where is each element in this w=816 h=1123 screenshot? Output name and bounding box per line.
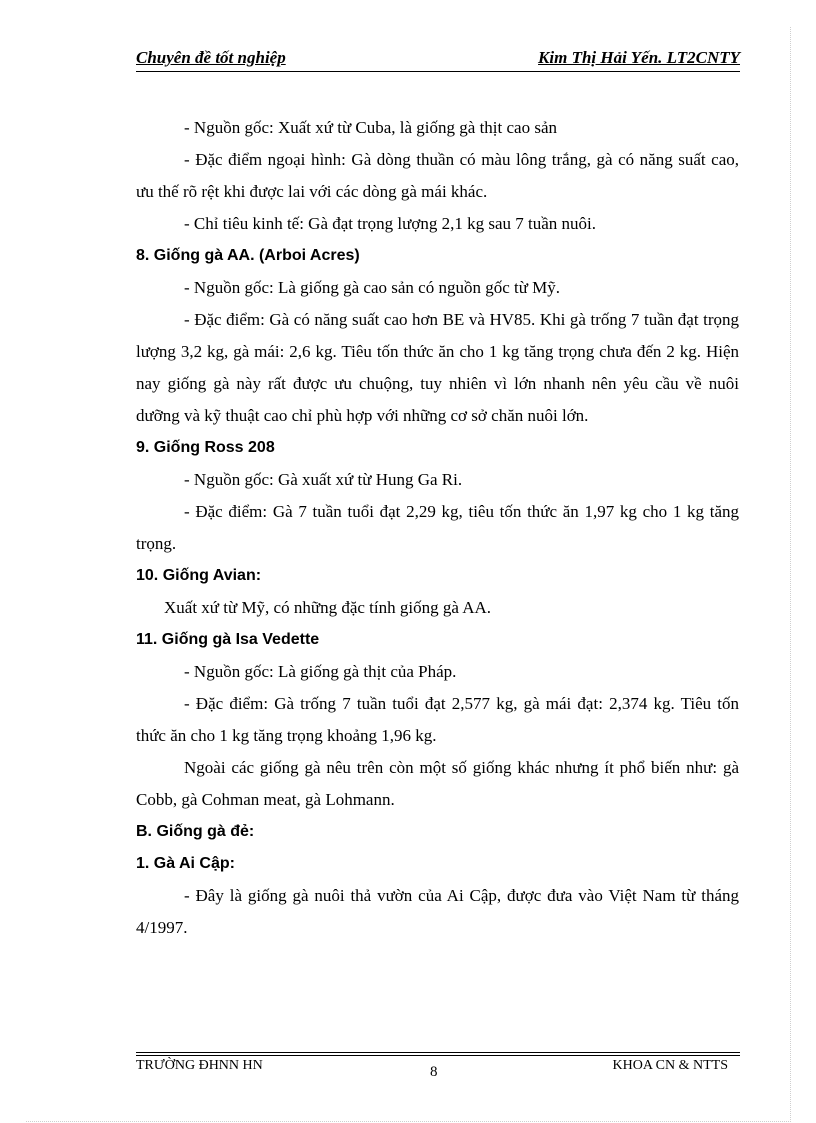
footer-rule-double [136, 1055, 740, 1056]
paragraph: - Đặc điểm ngoại hình: Gà dòng thuần có màu lông trắng, gà có năng suất cao, ưu thế rõ rệt khi được lai với các dòng gà mái khác. [136, 150, 739, 201]
paragraph: - Nguồn gốc: Gà xuất xứ từ Hung Ga Ri. [184, 470, 463, 489]
paragraph: - Đặc điểm: Gà có năng suất cao hơn BE và HV85. Khi gà trống 7 tuần đạt trọng lượng 3,2 kg, gà mái: 2,6 kg. Tiêu tốn thức ăn cho 1 kg tăng trọng chưa đến 2 kg. Hiện nay giống gà này rất được ưu chuộng, tuy nhiên vì lớn nhanh nên yêu cầu về nuôi dưỡng và kỹ thuật cao chỉ phù hợp với những cơ sở chăn nuôi lớn. [136, 310, 739, 425]
paragraph: - Đây là giống gà nuôi thả vườn của Ai Cập, được đưa vào Việt Nam từ tháng 4/1997. [136, 886, 739, 937]
paragraph: - Đặc điểm: Gà trống 7 tuần tuổi đạt 2,577 kg, gà mái đạt: 2,374 kg. Tiêu tốn thức ăn cho 1 kg tăng trọng khoảng 1,96 kg. [136, 694, 739, 745]
paragraph: - Đặc điểm: Gà 7 tuần tuổi đạt 2,29 kg, tiêu tốn thức ăn 1,97 kg cho 1 kg tăng trọng. [136, 502, 739, 553]
footer-rule [136, 1052, 740, 1053]
paragraph: - Nguồn gốc: Xuất xứ từ Cuba, là giống gà thịt cao sản [184, 118, 557, 137]
paragraph: - Chỉ tiêu kinh tế: Gà đạt trọng lượng 2,1 kg sau 7 tuần nuôi. [184, 214, 596, 233]
footer-school: TRƯỜNG ĐHNN HN [136, 1058, 263, 1073]
header-author: Kim Thị Hải Yến. LT2CNTY [538, 48, 740, 67]
section-heading: 9. Giống Ross 208 [136, 439, 275, 456]
section-heading: 1. Gà Ai Cập: [136, 855, 235, 872]
section-heading: 8. Giống gà AA. (Arboi Acres) [136, 247, 360, 264]
footer-faculty: KHOA CN & NTTS [612, 1058, 728, 1073]
paragraph: - Nguồn gốc: Là giống gà thịt của Pháp. [184, 662, 457, 681]
header-rule [136, 71, 740, 72]
header-title: Chuyên đề tốt nghiệp [136, 48, 286, 67]
paragraph: - Nguồn gốc: Là giống gà cao sản có nguồn gốc từ Mỹ. [184, 278, 561, 297]
page-number: 8 [430, 1064, 438, 1080]
page-header [136, 48, 740, 72]
section-heading: 10. Giống Avian: [136, 567, 262, 584]
document-body [136, 112, 739, 944]
section-heading: 11. Giống gà Isa Vedette [136, 631, 320, 648]
paragraph: Ngoài các giống gà nêu trên còn một số giống khác nhưng ít phổ biến như: gà Cobb, gà Cohman meat, gà Lohmann. [136, 758, 739, 809]
section-heading: B. Giống gà đẻ: [136, 823, 255, 840]
paragraph: Xuất xứ từ Mỹ, có những đặc tính giống gà AA. [164, 598, 491, 617]
page-footer [136, 1058, 740, 1080]
